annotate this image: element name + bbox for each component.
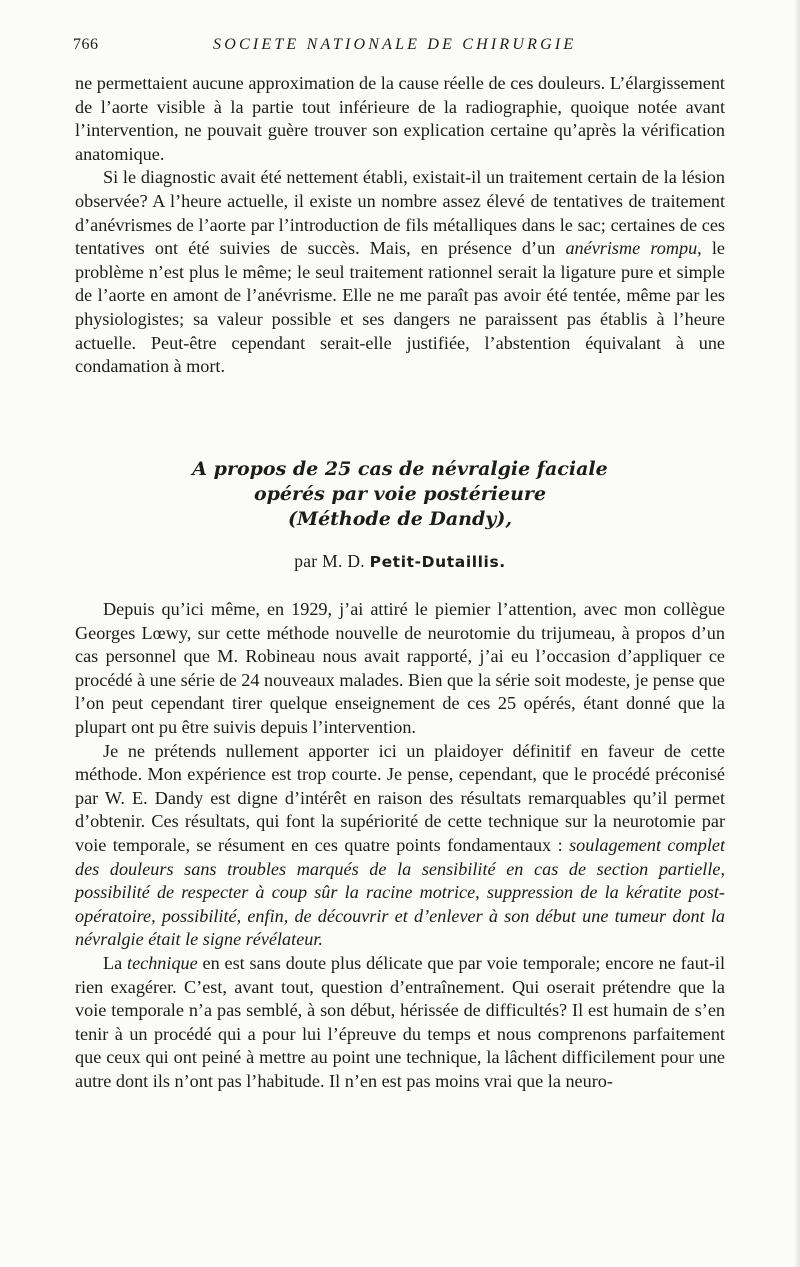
- previous-article-conclusion: [75, 72, 725, 379]
- article-title-line: opérés par voie postérieure: [253, 483, 547, 505]
- body-paragraph: ne permettaient aucune approximation de la cause réelle de ces douleurs. L’élargissement de l’aorte visible à la partie tout inférieure de la radiographie, quoique notée avant l’intervention, ne pouvait guère trouver son explication certaine qu’après la vérification anatomique.: [75, 73, 725, 164]
- body-paragraph: Je ne prétends nullement apporter ici un plaidoyer définitif en faveur de cette méthode. Mon expérience est trop courte. Je pense, cependant, que le procédé préconisé par W. E. Dandy est digne d’intérêt en raison des résultats remarquables qu’il permet d’obtenir. Ces résultats, qui font la supériorité de cette technique sur la neurotomie par voie temporale, se résument en ces quatre points fondamentaux : soulagement complet des douleurs sans troubles marqués de la sensibilité en cas de section partielle, possibilité de respecter à coup sûr la racine motrice, suppression de la kératite post-opératoire, possibilité, enfin, de découvrir et d’enlever à son début une tumeur dont la névralgie était le signe révélateur.: [75, 740, 725, 950]
- article-title: [75, 457, 725, 532]
- journal-title: SOCIETE NATIONALE DE CHIRURGIE: [213, 36, 577, 53]
- byline-prefix: par M. D.: [294, 551, 370, 571]
- article-title-line: A propos de 25 cas de névralgie faciale: [192, 458, 608, 480]
- italic-emphasis: soulagement complet des douleurs sans troubles marqués de la sensibilité en cas de section partielle, possibilité de respecter à coup sûr la racine motrice, suppression de la kératite post-opératoire, possibilité, enfin, de découvrir et d’enlever à son début une tumeur dont la névralgie était le signe révélateur.: [75, 834, 725, 950]
- article-title-line: (Méthode de Dandy),: [288, 508, 512, 530]
- body-paragraph: Depuis qu’ici même, en 1929, j’ai attiré le piemier l’attention, avec mon collègue Georges Lœwy, sur cette méthode nouvelle de neurotomie du trijumeau, à propos d’un cas personnel que M. Robineau nous avait rapporté, j’ai eu l’occasion d’appliquer ce procédé à une série de 24 nouveaux malades. Bien que la série soit modeste, je pense que l’on peut cependant tirer quelque enseignement de ces 25 opérés, étant donné que la plupart ont pu être suivis depuis l’intervention.: [75, 599, 725, 737]
- running-head: [73, 36, 725, 60]
- page-number: 766: [73, 36, 99, 53]
- article-body: [75, 598, 725, 1093]
- body-paragraph: La technique en est sans doute plus délicate que par voie temporale; encore ne faut-il rien exagérer. C’est, avant tout, question d’entraînement. Qui oserait prétendre que la voie temporale n’a pas semblé, à son début, hérissée de difficultés? Il est humain de s’en tenir à un procédé qui a pour lui l’épreuve du temps et nous comprenons parfaitement que ceux qui ont peiné à mettre au point une technique, la lâchent difficilement pour une autre dont ils n’ont pas l’habitude. Il n’en est pas moins vrai que la neuro-: [75, 952, 726, 1091]
- body-paragraph: Si le diagnostic avait été nettement établi, existait-il un traitement certain de la lésion observée? A l’heure actuelle, il existe un nombre assez élevé de tentatives de traitement d’anévrismes de l’aorte par l’introduction de fils métalliques dans le sac; certaines de ces tentatives ont été suivies de succès. Mais, en présence d’un anévrisme rompu, le problème n’est plus le même; le seul traitement rationnel serait la ligature pure et simple de l’aorte en amont de l’anévrisme. Elle ne me paraît pas avoir été tentée, même par les physiologistes; sa valeur possible et ses dangers ne paraissent pas établis à l’heure actuelle. Peut-être cependant serait-elle justifiée, l’abstention équivalant à une condamation à mort.: [75, 167, 725, 377]
- italic-emphasis: technique: [127, 952, 198, 973]
- italic-emphasis: anévrisme rompu: [565, 238, 698, 259]
- page-edge-shadow: [794, 0, 800, 1267]
- author-name: Petit-Dutaillis.: [369, 553, 506, 571]
- article-byline: [75, 550, 725, 573]
